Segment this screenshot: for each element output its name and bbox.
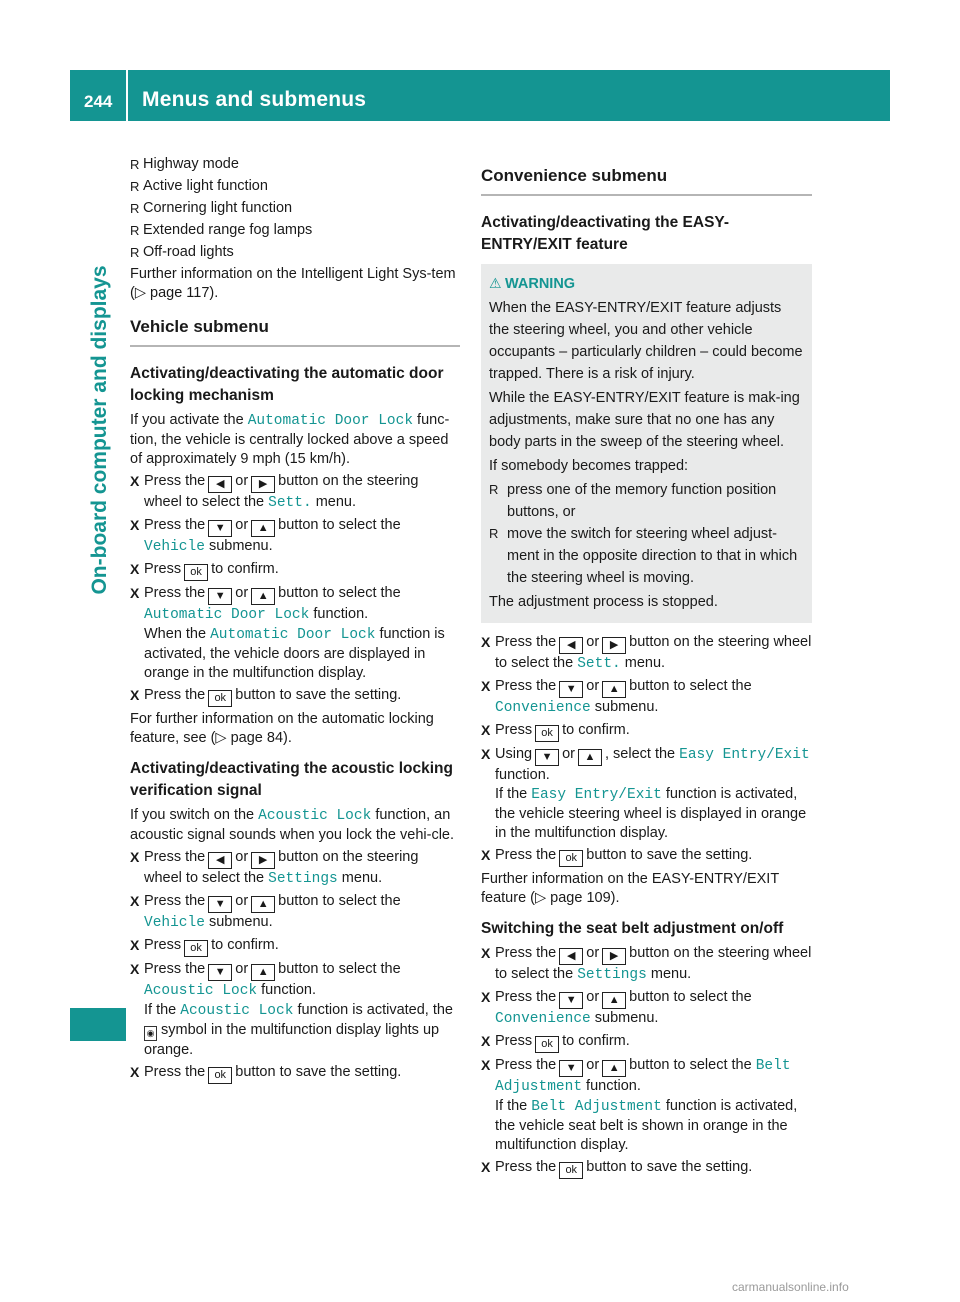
easy-further: Further information on the EASY-ENTRY/EXIT feature (▷ page 109). [481, 871, 779, 906]
ok-icon: ok [559, 850, 583, 867]
up-arrow-icon: ▲ [602, 681, 626, 698]
right-arrow-icon: ▶ [251, 476, 275, 493]
left-arrow-icon: ◀ [559, 948, 583, 965]
ok-icon: ok [208, 1067, 232, 1084]
warning-text: The adjustment process is stopped. [489, 594, 718, 610]
function-name: Automatic Door Lock [247, 413, 414, 429]
right-arrow-icon: ▶ [602, 948, 626, 965]
ok-icon: ok [208, 690, 232, 707]
page-title: Menus and submenus [142, 88, 367, 111]
list-item: R Cornering light function [130, 199, 460, 218]
watermark: carmanualsonline.info [732, 1280, 849, 1294]
step: X Press the ▼ or ▲ button to select the Belt Adjustment function. If the Belt Adjustment function is activated, the vehicle seat belt is shown in orange in the multifunction display. [481, 1056, 812, 1155]
page-number: 244 [84, 92, 113, 111]
step: X Press the ▼ or ▲ button to select the Automatic Door Lock function. When the Automatic Door Lock function is activated, the vehicle doors are displayed in orange in the multifunction display. [130, 584, 460, 683]
up-arrow-icon: ▲ [602, 992, 626, 1009]
step: X Press the ok button to save the setting. [130, 686, 460, 707]
warning-text: While the EASY-ENTRY/EXIT feature is mak-ing adjustments, make sure that no one has any body parts in the sweep of the steering wheel. [489, 390, 800, 450]
lock-icon: ◉ [144, 1026, 157, 1041]
ok-icon: ok [535, 725, 559, 742]
up-arrow-icon: ▲ [251, 588, 275, 605]
step: X Press the ok button to save the setting. [481, 1158, 812, 1179]
section-title-convenience: Convenience submenu [481, 166, 812, 196]
further-info: Further information on the Intelligent Light Sys-tem (▷ page 117). [130, 266, 456, 301]
list-item: R Active light function [130, 177, 460, 196]
auto-lock-further: For further information on the automatic locking feature, see (▷ page 84). [130, 711, 434, 746]
side-tab-marker [70, 1008, 126, 1041]
step: X Press ok to confirm. [130, 560, 460, 581]
step: X Press ok to confirm. [481, 1032, 812, 1053]
step: X Press the ▼ or ▲ button to select the Convenience submenu. [481, 677, 812, 718]
subsection-title-belt: Switching the seat belt adjustment on/off [481, 920, 784, 937]
warning-box [481, 264, 812, 623]
warning-bullet: R move the switch for steering wheel adjust-ment in the opposite direction to that in which the steering wheel is moving. [489, 523, 804, 589]
warning-text: If somebody becomes trapped: [489, 458, 689, 474]
up-arrow-icon: ▲ [251, 896, 275, 913]
ok-icon: ok [184, 564, 208, 581]
acoustic-intro: If you switch on the Acoustic Lock function, an acoustic signal sounds when you lock the vehi-cle. [130, 807, 455, 843]
warning-icon: ⚠ [489, 275, 502, 291]
side-tab-label: On-board computer and displays [88, 265, 111, 595]
left-arrow-icon: ◀ [208, 852, 232, 869]
header-bar [70, 70, 890, 121]
section-title-vehicle: Vehicle submenu [130, 317, 460, 347]
step: X Press the ◀ or ▶ button on the steering wheel to select the Sett. menu. [130, 472, 460, 513]
step: X Press the ok button to save the setting. [481, 846, 812, 867]
step: X Press the ▼ or ▲ button to select the Vehicle submenu. [130, 516, 460, 557]
subsection-title-acoustic: Activating/deactivating the acoustic locking verification signal [130, 760, 453, 799]
down-arrow-icon: ▼ [559, 992, 583, 1009]
left-arrow-icon: ◀ [208, 476, 232, 493]
step: X Press the ◀ or ▶ button on the steering wheel to select the Settings menu. [130, 848, 460, 889]
up-arrow-icon: ▲ [602, 1060, 626, 1077]
list-item: R Extended range fog lamps [130, 221, 460, 240]
down-arrow-icon: ▼ [208, 588, 232, 605]
step: X Press ok to confirm. [130, 936, 460, 957]
warning-bullet: R press one of the memory function position buttons, or [489, 479, 804, 523]
up-arrow-icon: ▲ [251, 964, 275, 981]
right-arrow-icon: ▶ [602, 637, 626, 654]
right-arrow-icon: ▶ [251, 852, 275, 869]
warning-label: WARNING [505, 276, 576, 292]
step: X Press the ◀ or ▶ button on the steering wheel to select the Settings menu. [481, 944, 812, 985]
down-arrow-icon: ▼ [535, 749, 559, 766]
step: X Press the ▼ or ▲ button to select the Vehicle submenu. [130, 892, 460, 933]
side-tab [74, 130, 126, 1040]
down-arrow-icon: ▼ [559, 1060, 583, 1077]
down-arrow-icon: ▼ [208, 520, 232, 537]
subsection-title-easy-entry: Activating/deactivating the EASY-ENTRY/EXIT feature [481, 214, 730, 253]
down-arrow-icon: ▼ [208, 964, 232, 981]
right-column [481, 152, 812, 1182]
down-arrow-icon: ▼ [208, 896, 232, 913]
step: X Press the ▼ or ▲ button to select the Convenience submenu. [481, 988, 812, 1029]
ok-icon: ok [535, 1036, 559, 1053]
warning-text: When the EASY-ENTRY/EXIT feature adjusts the steering wheel, you and other vehicle occupants – particularly children – could become trapped. There is a risk of injury. [489, 300, 803, 382]
up-arrow-icon: ▲ [251, 520, 275, 537]
light-list [130, 155, 460, 262]
header-divider [126, 70, 128, 121]
step: X Using ▼ or ▲ , select the Easy Entry/Exit function. If the Easy Entry/Exit function is activated, the vehicle steering wheel is displayed in orange in the multifunction display. [481, 745, 812, 843]
list-item: R Off-road lights [130, 243, 460, 262]
ok-icon: ok [559, 1162, 583, 1179]
step: X Press ok to confirm. [481, 721, 812, 742]
auto-lock-intro: If you activate the Automatic Door Lock func-tion, the vehicle is centrally locked above a speed of approximately 9 mph (15 km/h). [130, 412, 450, 467]
step: X Press the ▼ or ▲ button to select the Acoustic Lock function. If the Acoustic Lock function is activated, the ◉ symbol in the multifunction display lights up orange. [130, 960, 460, 1060]
step: X Press the ◀ or ▶ button on the steering wheel to select the Sett. menu. [481, 633, 812, 674]
down-arrow-icon: ▼ [559, 681, 583, 698]
left-column [130, 152, 460, 1087]
subsection-title-auto-lock: Activating/deactivating the automatic door locking mechanism [130, 365, 444, 404]
ok-icon: ok [184, 940, 208, 957]
left-arrow-icon: ◀ [559, 637, 583, 654]
step: X Press the ok button to save the setting. [130, 1063, 460, 1084]
up-arrow-icon: ▲ [578, 749, 602, 766]
list-item: R Highway mode [130, 155, 460, 174]
